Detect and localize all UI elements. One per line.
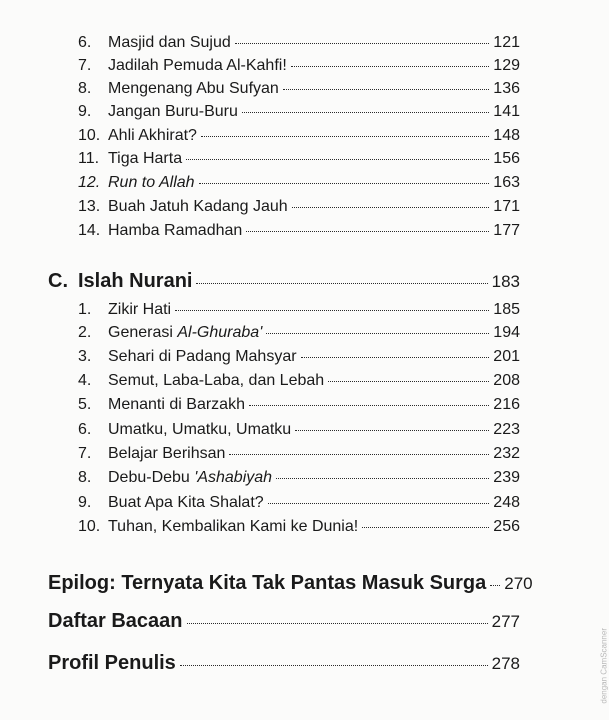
entry-number: 8.	[78, 469, 92, 486]
entry-page: 277	[491, 612, 520, 631]
dot-leader	[187, 623, 488, 624]
toc-entry[interactable]	[78, 103, 520, 125]
entry-page: 121	[493, 34, 520, 51]
dot-leader	[292, 207, 490, 208]
entry-title: Sehari di Padang Mahsyar	[108, 348, 297, 365]
dot-leader	[266, 333, 489, 334]
entry-title: Semut, Laba-Laba, dan Lebah	[108, 372, 325, 389]
dot-leader	[175, 310, 489, 311]
dot-leader	[199, 183, 490, 184]
entry-title: Run to Allah	[108, 174, 195, 191]
toc-entry[interactable]	[78, 57, 520, 79]
entry-title: Buat Apa Kita Shalat?	[108, 494, 264, 511]
entry-title: Mengenang Abu Sufyan	[108, 80, 279, 97]
toc-entry[interactable]	[78, 150, 520, 172]
entry-title: Hamba Ramadhan	[108, 222, 243, 239]
toc-entry[interactable]	[78, 198, 520, 220]
dot-leader	[246, 231, 489, 232]
entry-title-text: Generasi	[108, 324, 178, 341]
entry-page: 194	[493, 324, 520, 341]
scanner-watermark: dengan CamScanner	[600, 628, 609, 704]
section-heading[interactable]	[48, 270, 520, 296]
toc-entry[interactable]	[78, 34, 520, 56]
entry-title-italic: Al-Ghuraba'	[177, 324, 263, 341]
dot-leader	[180, 665, 488, 666]
entry-title: Profil Penulis	[48, 652, 176, 674]
toc-entry[interactable]	[78, 421, 520, 443]
toc-entry[interactable]	[78, 80, 520, 102]
entry-page: 208	[493, 372, 520, 389]
entry-number: 6.	[78, 34, 92, 51]
toc-entry[interactable]	[78, 127, 520, 149]
entry-number: 13.	[78, 198, 101, 215]
entry-page: 141	[493, 103, 520, 120]
toc-entry[interactable]	[78, 469, 520, 491]
entry-title: Menanti di Barzakh	[108, 396, 245, 413]
entry-page: 256	[493, 518, 520, 535]
entry-page: 177	[493, 222, 520, 239]
entry-number: 2.	[78, 324, 92, 341]
entry-number: 6.	[78, 421, 92, 438]
entry-page: 216	[493, 396, 520, 413]
dot-leader	[301, 357, 490, 358]
entry-title: Tiga Harta	[108, 150, 183, 167]
entry-number: 5.	[78, 396, 92, 413]
entry-title-text: Debu-Debu	[108, 469, 195, 486]
entry-title: Umatku, Umatku, Umatku	[108, 421, 292, 438]
epilog-entry[interactable]	[48, 572, 533, 598]
entry-page: 136	[493, 80, 520, 97]
entry-number: 10.	[78, 127, 101, 144]
entry-number: 4.	[78, 372, 92, 389]
entry-page: 148	[493, 127, 520, 144]
entry-title: Jangan Buru-Buru	[108, 103, 238, 120]
entry-title-italic: 'Ashabiyah	[194, 469, 273, 486]
entry-title: Belajar Berihsan	[108, 445, 226, 462]
dot-leader	[249, 405, 489, 406]
entry-page: 156	[493, 150, 520, 167]
daftar-bacaan-entry[interactable]	[48, 610, 520, 636]
entry-page: 163	[493, 174, 520, 191]
entry-page: 232	[493, 445, 520, 462]
entry-title: Ahli Akhirat?	[108, 127, 197, 144]
dot-leader	[276, 478, 489, 479]
section-title: Islah Nurani	[78, 270, 193, 292]
entry-page: 223	[493, 421, 520, 438]
toc-entry[interactable]	[78, 301, 520, 323]
dot-leader	[490, 585, 500, 586]
entry-page: 270	[504, 574, 533, 593]
toc-entry[interactable]	[78, 494, 520, 516]
entry-title: Masjid dan Sujud	[108, 34, 231, 51]
toc-entry[interactable]	[78, 174, 520, 196]
entry-page: 248	[493, 494, 520, 511]
entry-number: 9.	[78, 494, 92, 511]
entry-page: 185	[493, 301, 520, 318]
entry-title	[108, 469, 272, 487]
toc-entry[interactable]	[78, 324, 520, 346]
dot-leader	[242, 112, 489, 113]
toc-entry[interactable]	[78, 348, 520, 370]
entry-page: 278	[491, 654, 520, 673]
toc-entry[interactable]	[78, 222, 520, 244]
dot-leader	[229, 454, 489, 455]
section-label: C.	[48, 270, 68, 292]
dot-leader	[196, 283, 487, 284]
entry-number: 3.	[78, 348, 92, 365]
section-page: 183	[491, 272, 520, 291]
entry-title: Epilog: Ternyata Kita Tak Pantas Masuk Surga	[48, 572, 487, 594]
dot-leader	[328, 381, 489, 382]
dot-leader	[201, 136, 489, 137]
entry-number: 7.	[78, 445, 92, 462]
toc-entry[interactable]	[78, 372, 520, 394]
entry-number: 10.	[78, 518, 101, 535]
dot-leader	[268, 503, 490, 504]
toc-entry[interactable]	[78, 445, 520, 467]
dot-leader	[362, 527, 489, 528]
entry-title: Jadilah Pemuda Al-Kahfi!	[108, 57, 287, 74]
entry-title	[108, 324, 262, 342]
dot-leader	[186, 159, 489, 160]
entry-title: Tuhan, Kembalikan Kami ke Dunia!	[108, 518, 359, 535]
entry-number: 8.	[78, 80, 92, 97]
dot-leader	[291, 66, 490, 67]
toc-entry[interactable]	[78, 518, 520, 540]
entry-title: Daftar Bacaan	[48, 610, 183, 632]
entry-number: 9.	[78, 103, 92, 120]
profil-penulis-entry[interactable]	[48, 652, 520, 678]
entry-page: 171	[493, 198, 520, 215]
entry-page: 201	[493, 348, 520, 365]
dot-leader	[235, 43, 490, 44]
entry-number: 11.	[78, 150, 100, 167]
entry-number: 1.	[78, 301, 92, 318]
entry-page: 129	[493, 57, 520, 74]
entry-title: Buah Jatuh Kadang Jauh	[108, 198, 288, 215]
toc-entry[interactable]	[78, 396, 520, 418]
entry-number: 7.	[78, 57, 92, 74]
dot-leader	[295, 430, 489, 431]
entry-title: Zikir Hati	[108, 301, 172, 318]
entry-number: 12.	[78, 174, 101, 191]
entry-page: 239	[493, 469, 520, 486]
dot-leader	[283, 89, 489, 90]
entry-number: 14.	[78, 222, 101, 239]
